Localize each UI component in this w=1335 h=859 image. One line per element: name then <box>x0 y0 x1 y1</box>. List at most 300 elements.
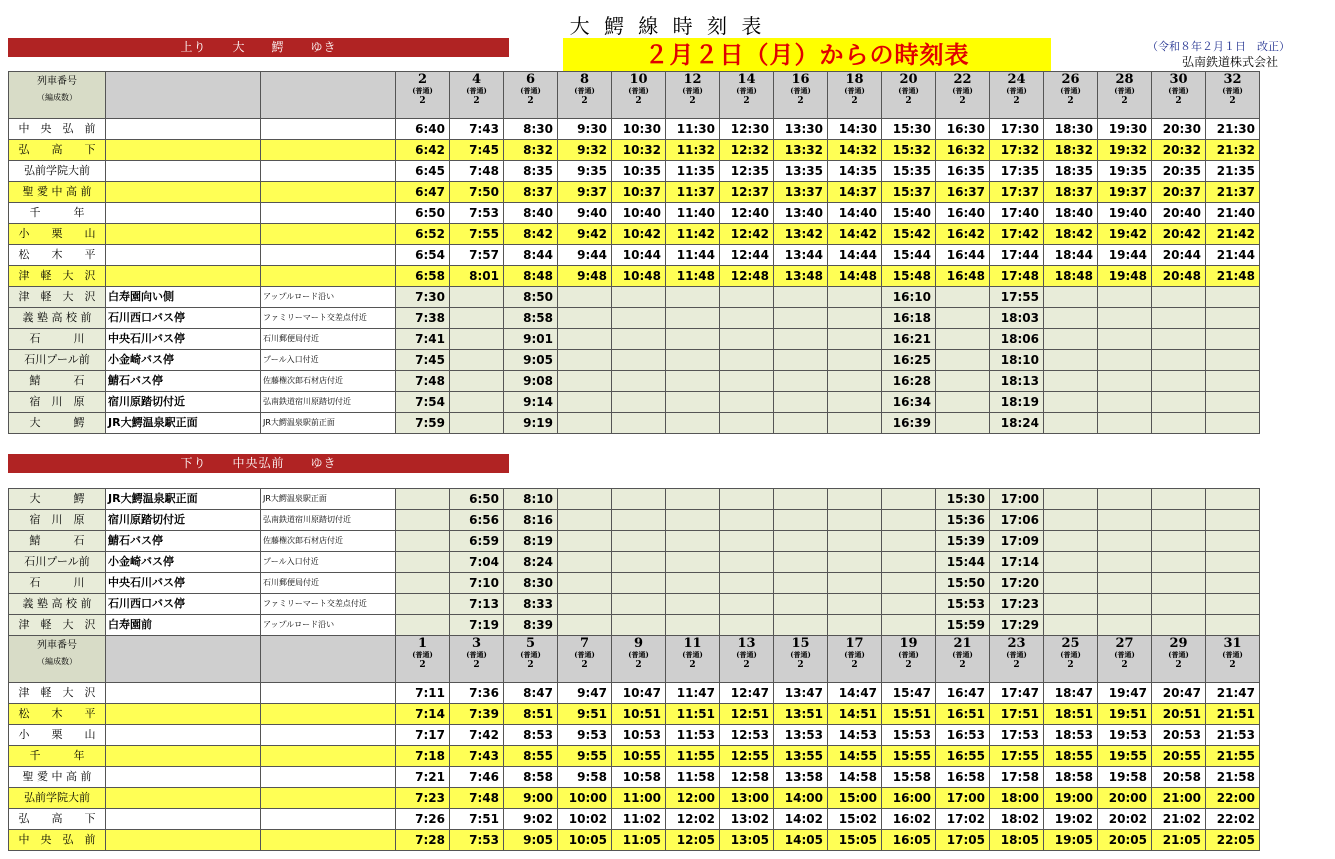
time-cell: 13:55 <box>774 746 828 767</box>
time-cell <box>666 371 720 392</box>
train-number: 23 <box>1007 636 1026 651</box>
station-name: 弘 高 下 <box>9 809 106 830</box>
train-kind: (普通) <box>952 86 973 95</box>
time-cell: 16:02 <box>882 809 936 830</box>
time-cell <box>1206 510 1260 531</box>
up-timetable <box>8 71 1260 434</box>
time-cell <box>1098 510 1152 531</box>
train-column-header <box>450 72 504 119</box>
train-cars: 2 <box>797 96 804 106</box>
time-cell <box>1152 371 1206 392</box>
bus-stop-name: 石川西口バス停 <box>106 594 261 615</box>
time-cell <box>558 552 612 573</box>
train-column-header <box>612 72 666 119</box>
formation-label-text: （編成数） <box>37 93 77 102</box>
time-cell <box>936 392 990 413</box>
bus-stop-row <box>9 489 1260 510</box>
train-cars: 2 <box>1013 660 1020 670</box>
time-cell: 12:32 <box>720 140 774 161</box>
station-name: 石 川 <box>9 573 106 594</box>
bus-stop-name: JR大鰐温泉駅正面 <box>106 413 261 434</box>
station-name: 中 央 弘 前 <box>9 119 106 140</box>
train-kind: (普通) <box>412 86 433 95</box>
time-cell <box>450 371 504 392</box>
time-cell: 7:50 <box>450 182 504 203</box>
train-cars: 2 <box>581 660 588 670</box>
time-cell <box>720 510 774 531</box>
time-cell: 15:36 <box>936 510 990 531</box>
time-cell: 15:05 <box>828 830 882 851</box>
time-cell <box>1152 510 1206 531</box>
train-cars: 2 <box>959 96 966 106</box>
time-cell <box>882 552 936 573</box>
time-cell: 16:10 <box>882 287 936 308</box>
time-cell: 20:53 <box>1152 725 1206 746</box>
time-cell <box>450 308 504 329</box>
effective-date-banner: ２月２日（月）からの時刻表 <box>563 38 1051 71</box>
time-cell: 17:58 <box>990 767 1044 788</box>
time-cell: 14:32 <box>828 140 882 161</box>
time-cell: 8:47 <box>504 683 558 704</box>
time-cell <box>1206 594 1260 615</box>
time-cell: 10:30 <box>612 119 666 140</box>
time-cell: 9:05 <box>504 350 558 371</box>
time-cell: 7:13 <box>450 594 504 615</box>
bus-stop-row <box>9 510 1260 531</box>
time-cell: 8:16 <box>504 510 558 531</box>
time-cell: 18:05 <box>990 830 1044 851</box>
bus-stop-row <box>9 287 1260 308</box>
time-cell: 7:42 <box>450 725 504 746</box>
time-cell: 21:47 <box>1206 683 1260 704</box>
time-cell: 16:48 <box>936 266 990 287</box>
time-cell: 18:53 <box>1044 725 1098 746</box>
train-kind: (普通) <box>520 86 541 95</box>
train-number: 31 <box>1223 636 1242 651</box>
bus-stop-row <box>9 308 1260 329</box>
station-name: 中 央 弘 前 <box>9 830 106 851</box>
station-name: 宿 川 原 <box>9 510 106 531</box>
time-cell <box>558 615 612 636</box>
time-cell: 21:35 <box>1206 161 1260 182</box>
blank-cell <box>106 140 261 161</box>
train-cars: 2 <box>635 96 642 106</box>
time-cell <box>558 329 612 350</box>
train-number: 14 <box>737 72 756 87</box>
time-cell <box>612 392 666 413</box>
blank-cell <box>106 203 261 224</box>
time-cell: 7:55 <box>450 224 504 245</box>
blank-cell <box>261 245 396 266</box>
time-cell: 17:42 <box>990 224 1044 245</box>
time-cell <box>1152 350 1206 371</box>
time-cell: 10:00 <box>558 788 612 809</box>
time-cell: 15:51 <box>882 704 936 725</box>
time-cell <box>396 594 450 615</box>
train-cars: 2 <box>1067 660 1074 670</box>
formation-label-text: （編成数） <box>37 657 77 666</box>
time-cell: 15:50 <box>936 573 990 594</box>
train-number: 7 <box>579 636 590 651</box>
time-cell: 19:30 <box>1098 119 1152 140</box>
time-cell: 9:30 <box>558 119 612 140</box>
time-cell <box>882 615 936 636</box>
time-cell <box>774 531 828 552</box>
train-kind: (普通) <box>1222 86 1243 95</box>
bus-stop-row <box>9 531 1260 552</box>
time-cell: 13:44 <box>774 245 828 266</box>
train-column-header <box>666 636 720 683</box>
time-cell: 11:02 <box>612 809 666 830</box>
time-cell: 10:44 <box>612 245 666 266</box>
train-kind: (普通) <box>1006 650 1027 659</box>
rail-station-row <box>9 746 1260 767</box>
time-cell: 10:51 <box>612 704 666 725</box>
train-kind: (普通) <box>790 86 811 95</box>
blank-cell <box>261 224 396 245</box>
time-cell: 17:02 <box>936 809 990 830</box>
time-cell: 9:51 <box>558 704 612 725</box>
time-cell <box>612 329 666 350</box>
train-kind: (普通) <box>1060 86 1081 95</box>
train-cars: 2 <box>905 96 912 106</box>
time-cell <box>558 489 612 510</box>
time-cell: 10:55 <box>612 746 666 767</box>
time-cell: 11:40 <box>666 203 720 224</box>
train-number: 20 <box>899 72 918 87</box>
train-column-header <box>990 72 1044 119</box>
time-cell: 10:42 <box>612 224 666 245</box>
time-cell <box>1206 489 1260 510</box>
time-cell: 18:51 <box>1044 704 1098 725</box>
train-kind: (普通) <box>574 86 595 95</box>
time-cell <box>828 413 882 434</box>
time-cell: 18:40 <box>1044 203 1098 224</box>
train-cars: 2 <box>743 96 750 106</box>
time-cell <box>612 573 666 594</box>
blank-cell <box>261 161 396 182</box>
time-cell <box>1044 329 1098 350</box>
time-cell: 19:40 <box>1098 203 1152 224</box>
time-cell <box>828 329 882 350</box>
time-cell: 14:40 <box>828 203 882 224</box>
header-blank-note <box>261 72 396 119</box>
train-cars: 2 <box>1175 96 1182 106</box>
time-cell <box>396 552 450 573</box>
bus-stop-row <box>9 573 1260 594</box>
time-cell <box>828 287 882 308</box>
bus-stop-name: 中央石川バス停 <box>106 329 261 350</box>
time-cell: 16:18 <box>882 308 936 329</box>
station-name: 松 木 平 <box>9 704 106 725</box>
station-name: 宿 川 原 <box>9 392 106 413</box>
time-cell: 7:51 <box>450 809 504 830</box>
train-kind: (普通) <box>628 650 649 659</box>
time-cell: 6:42 <box>396 140 450 161</box>
station-name: 弘前学院大前 <box>9 788 106 809</box>
time-cell <box>936 329 990 350</box>
time-cell <box>1206 392 1260 413</box>
time-cell: 13:48 <box>774 266 828 287</box>
time-cell: 9:14 <box>504 392 558 413</box>
time-cell: 11:44 <box>666 245 720 266</box>
time-cell <box>558 531 612 552</box>
time-cell <box>774 615 828 636</box>
time-cell: 9:58 <box>558 767 612 788</box>
time-cell: 15:59 <box>936 615 990 636</box>
time-cell: 6:59 <box>450 531 504 552</box>
time-cell: 13:02 <box>720 809 774 830</box>
time-cell <box>666 573 720 594</box>
train-number: 18 <box>845 72 864 87</box>
train-cars: 2 <box>581 96 588 106</box>
train-column-header <box>1152 72 1206 119</box>
time-cell <box>774 413 828 434</box>
rail-station-row <box>9 266 1260 287</box>
time-cell: 21:53 <box>1206 725 1260 746</box>
time-cell: 15:00 <box>828 788 882 809</box>
bus-stop-note: 石川郵便局付近 <box>261 573 396 594</box>
blank-cell <box>261 203 396 224</box>
train-kind: (普通) <box>1114 86 1135 95</box>
time-cell <box>1152 308 1206 329</box>
time-cell <box>1152 573 1206 594</box>
train-cars: 2 <box>473 96 480 106</box>
time-cell: 17:35 <box>990 161 1044 182</box>
time-cell <box>1206 615 1260 636</box>
time-cell: 9:48 <box>558 266 612 287</box>
time-cell <box>774 392 828 413</box>
train-number: 12 <box>683 72 702 87</box>
time-cell: 16:00 <box>882 788 936 809</box>
time-cell: 9:00 <box>504 788 558 809</box>
time-cell: 12:05 <box>666 830 720 851</box>
blank-cell <box>261 788 396 809</box>
time-cell: 14:44 <box>828 245 882 266</box>
train-cars: 2 <box>1229 660 1236 670</box>
rail-station-row <box>9 140 1260 161</box>
time-cell: 6:50 <box>450 489 504 510</box>
time-cell <box>1044 308 1098 329</box>
time-cell <box>666 594 720 615</box>
time-cell: 15:53 <box>882 725 936 746</box>
time-cell <box>558 350 612 371</box>
time-cell: 7:28 <box>396 830 450 851</box>
time-cell: 7:43 <box>450 119 504 140</box>
rail-station-row <box>9 830 1260 851</box>
time-cell: 11:32 <box>666 140 720 161</box>
train-column-header <box>1098 72 1152 119</box>
train-column-header <box>1152 636 1206 683</box>
time-cell: 18:37 <box>1044 182 1098 203</box>
train-number: 28 <box>1115 72 1134 87</box>
time-cell: 8:24 <box>504 552 558 573</box>
time-cell: 21:48 <box>1206 266 1260 287</box>
time-cell: 10:32 <box>612 140 666 161</box>
time-cell: 8:10 <box>504 489 558 510</box>
time-cell <box>720 308 774 329</box>
train-number: 4 <box>471 72 482 87</box>
time-cell: 16:58 <box>936 767 990 788</box>
time-cell: 13:53 <box>774 725 828 746</box>
time-cell: 13:35 <box>774 161 828 182</box>
time-cell: 14:37 <box>828 182 882 203</box>
bus-stop-row <box>9 371 1260 392</box>
train-number: 16 <box>791 72 810 87</box>
time-cell <box>1206 552 1260 573</box>
time-cell <box>774 371 828 392</box>
time-cell: 18:48 <box>1044 266 1098 287</box>
direction-down-bar: 下り 中央弘前 ゆき <box>8 454 509 473</box>
time-cell: 14:58 <box>828 767 882 788</box>
time-cell: 8:58 <box>504 308 558 329</box>
time-cell: 7:38 <box>396 308 450 329</box>
rail-station-row <box>9 203 1260 224</box>
time-cell <box>936 413 990 434</box>
time-cell: 7:10 <box>450 573 504 594</box>
time-cell: 16:37 <box>936 182 990 203</box>
time-cell <box>1152 531 1206 552</box>
time-cell <box>396 573 450 594</box>
time-cell: 18:24 <box>990 413 1044 434</box>
train-column-header <box>450 636 504 683</box>
train-column-header <box>504 636 558 683</box>
time-cell: 14:05 <box>774 830 828 851</box>
time-cell: 7:41 <box>396 329 450 350</box>
time-cell <box>1206 413 1260 434</box>
time-cell: 18:06 <box>990 329 1044 350</box>
time-cell <box>720 413 774 434</box>
rail-station-row <box>9 809 1260 830</box>
blank-cell <box>106 182 261 203</box>
time-cell: 11:48 <box>666 266 720 287</box>
time-cell: 15:53 <box>936 594 990 615</box>
time-cell: 7:26 <box>396 809 450 830</box>
time-cell: 15:40 <box>882 203 936 224</box>
time-cell: 20:02 <box>1098 809 1152 830</box>
time-cell <box>1098 531 1152 552</box>
train-cars: 2 <box>959 660 966 670</box>
train-column-header <box>1098 636 1152 683</box>
train-cars: 2 <box>689 660 696 670</box>
time-cell: 14:55 <box>828 746 882 767</box>
time-cell <box>774 552 828 573</box>
time-cell: 16:47 <box>936 683 990 704</box>
time-cell: 19:05 <box>1044 830 1098 851</box>
time-cell: 21:00 <box>1152 788 1206 809</box>
train-column-header <box>990 636 1044 683</box>
time-cell: 16:39 <box>882 413 936 434</box>
time-cell: 9:01 <box>504 329 558 350</box>
time-cell: 19:42 <box>1098 224 1152 245</box>
station-name: 津 軽 大 沢 <box>9 615 106 636</box>
time-cell <box>666 489 720 510</box>
time-cell <box>1152 413 1206 434</box>
time-cell <box>1098 329 1152 350</box>
time-cell: 6:40 <box>396 119 450 140</box>
time-cell: 8:30 <box>504 119 558 140</box>
time-cell: 14:53 <box>828 725 882 746</box>
station-name: 津 軽 大 沢 <box>9 287 106 308</box>
train-kind: (普通) <box>898 86 919 95</box>
blank-cell <box>261 266 396 287</box>
blank-cell <box>106 224 261 245</box>
time-cell: 11:51 <box>666 704 720 725</box>
bus-stop-note: ファミリーマート交差点付近 <box>261 594 396 615</box>
time-cell <box>558 371 612 392</box>
bus-stop-note: アップルロード沿い <box>261 287 396 308</box>
time-cell <box>1044 510 1098 531</box>
time-cell: 20:48 <box>1152 266 1206 287</box>
header-blank-stop <box>106 636 261 683</box>
rail-station-row <box>9 683 1260 704</box>
time-cell <box>612 615 666 636</box>
train-column-header <box>720 72 774 119</box>
train-column-header <box>1206 636 1260 683</box>
train-number: 13 <box>737 636 756 651</box>
station-name: 鯖 石 <box>9 531 106 552</box>
train-kind: (普通) <box>898 650 919 659</box>
time-cell: 21:05 <box>1152 830 1206 851</box>
bus-stop-note: 佐藤権次郎石材店付近 <box>261 531 396 552</box>
train-column-header <box>1044 636 1098 683</box>
time-cell: 7:11 <box>396 683 450 704</box>
time-cell: 17:47 <box>990 683 1044 704</box>
time-cell: 10:02 <box>558 809 612 830</box>
blank-cell <box>106 767 261 788</box>
time-cell <box>450 329 504 350</box>
blank-cell <box>106 809 261 830</box>
train-kind: (普通) <box>628 86 649 95</box>
time-cell <box>774 489 828 510</box>
time-cell <box>1044 413 1098 434</box>
bus-stop-name: JR大鰐温泉駅正面 <box>106 489 261 510</box>
time-cell: 18:58 <box>1044 767 1098 788</box>
blank-cell <box>106 245 261 266</box>
bus-stop-note: JR大鰐温泉駅正面 <box>261 489 396 510</box>
bus-stop-name: 中央石川バス停 <box>106 573 261 594</box>
time-cell: 12:53 <box>720 725 774 746</box>
time-cell: 12:30 <box>720 119 774 140</box>
time-cell: 7:39 <box>450 704 504 725</box>
time-cell <box>1152 392 1206 413</box>
train-header-row <box>9 636 1260 683</box>
time-cell: 8:37 <box>504 182 558 203</box>
time-cell: 21:02 <box>1152 809 1206 830</box>
blank-cell <box>106 266 261 287</box>
time-cell: 15:44 <box>936 552 990 573</box>
time-cell: 7:45 <box>396 350 450 371</box>
time-cell: 9:47 <box>558 683 612 704</box>
time-cell <box>1098 308 1152 329</box>
time-cell: 8:32 <box>504 140 558 161</box>
time-cell <box>558 510 612 531</box>
train-column-header <box>882 72 936 119</box>
time-cell: 13:58 <box>774 767 828 788</box>
time-cell <box>720 531 774 552</box>
time-cell: 22:02 <box>1206 809 1260 830</box>
time-cell: 7:04 <box>450 552 504 573</box>
time-cell <box>828 573 882 594</box>
time-cell <box>558 594 612 615</box>
time-cell <box>1044 350 1098 371</box>
time-cell <box>1098 489 1152 510</box>
blank-cell <box>261 140 396 161</box>
time-cell <box>1098 573 1152 594</box>
time-cell: 8:53 <box>504 725 558 746</box>
train-kind: (普通) <box>790 650 811 659</box>
time-cell: 8:40 <box>504 203 558 224</box>
